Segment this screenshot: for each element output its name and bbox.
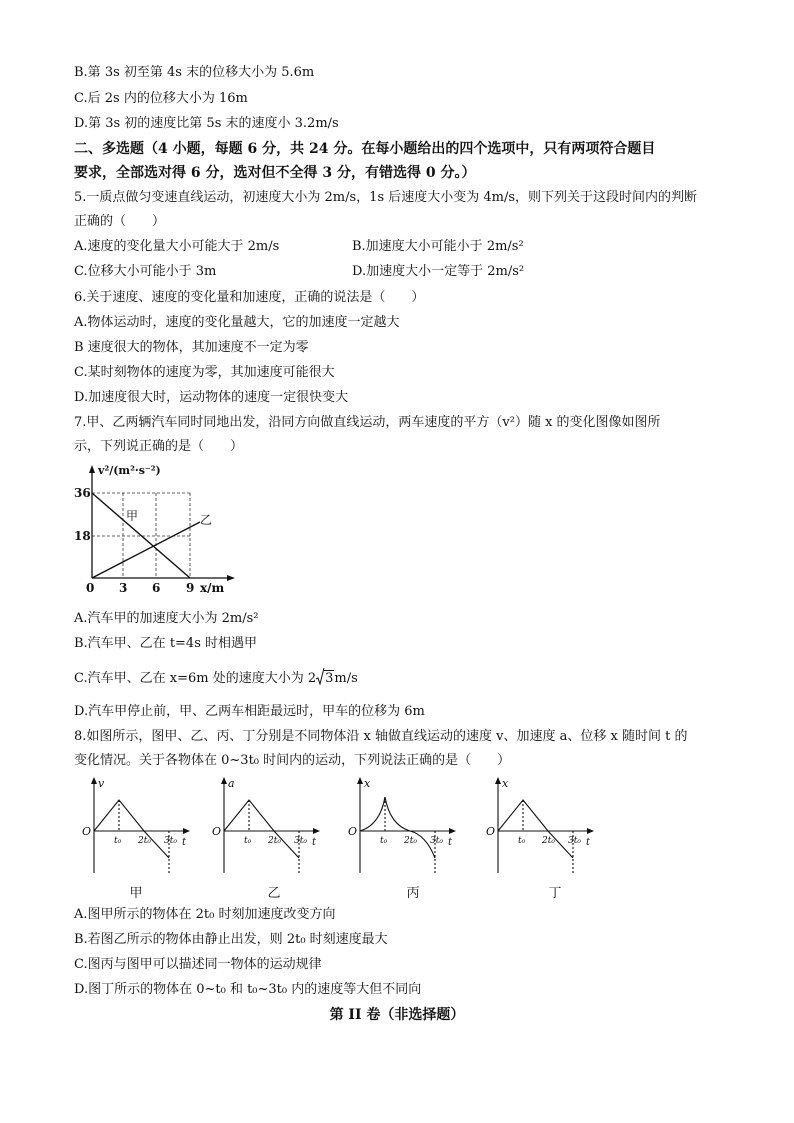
q7-option-b: B.汽车甲、乙在 t=4s 时相遇甲 <box>74 636 258 651</box>
q7-graph <box>70 462 250 602</box>
q7-ylabel: v²/(m²·s⁻²) <box>98 464 161 477</box>
q4-option-d: D.第 3s 初的速度比第 5s 末的速度小 3.2m/s <box>74 116 339 131</box>
q8-bing-curve <box>360 797 435 858</box>
q7-option-c-prefix: C.汽车甲、乙在 x=6m 处的速度大小为 2 <box>74 671 317 686</box>
q7-label-yi: 乙 <box>200 513 213 527</box>
q7-ytick-36: 36 <box>74 486 91 500</box>
q6-option-b: B 速度很大的物体，其加速度不一定为零 <box>74 340 309 355</box>
q8-ding-t0: t₀ <box>518 836 526 846</box>
q8-caption-bing: 丙 <box>406 886 420 901</box>
q6-option-a: A.物体运动时，速度的变化量越大，它的加速度一定越大 <box>74 315 400 330</box>
q8-bing-2t0: 2t₀ <box>404 836 417 846</box>
q8-graph-jia <box>78 775 193 875</box>
q8-ding-axis: x <box>502 777 509 790</box>
q7-label-jia: 甲 <box>126 509 139 523</box>
q8-bing-t0: t₀ <box>380 836 388 846</box>
q8-jia-axis: v <box>98 777 105 790</box>
part2-title: 第 II 卷（非选择题） <box>329 1007 465 1023</box>
q6-option-c: C.某时刻物体的速度为零，其加速度可能很大 <box>74 365 335 380</box>
q5-option-c: C.位移大小可能小于 3m <box>74 264 217 279</box>
q7-xtick-3: 3 <box>119 581 128 595</box>
q7-line-yi <box>92 522 200 578</box>
q7-stem-line2: 示，下列说正确的是（ ） <box>74 439 244 454</box>
q7-option-c-suffix: m/s <box>334 671 358 686</box>
q8-caption-yi: 乙 <box>267 886 281 901</box>
q7-xlabel: x/m <box>200 581 225 595</box>
q8-bing-t: t <box>448 837 453 848</box>
q8-jia-t: t <box>182 837 187 848</box>
section2-heading-line1: 二、多选题（4 小题，每题 6 分，共 24 分。在每小题给出的四个选项中，只有两项符合题目 <box>74 141 656 157</box>
q8-bing-axis: x <box>364 777 371 790</box>
sqrt-sign <box>317 670 334 688</box>
q7-ytick-0: 0 <box>86 581 95 595</box>
q8-bing-origin: O <box>348 825 358 838</box>
q8-jia-t0: t₀ <box>114 836 122 846</box>
q4-option-b: B.第 3s 初至第 4s 末的位移大小为 5.6m <box>74 65 315 80</box>
q8-yi-axis: a <box>228 777 235 790</box>
q8-ding-curve <box>498 800 573 858</box>
q8-yi-t0: t₀ <box>244 836 252 846</box>
q8-option-c: C.图丙与图甲可以描述同一物体的运动规律 <box>74 957 322 972</box>
q8-caption-jia: 甲 <box>129 886 143 901</box>
q8-ding-origin: O <box>486 825 496 838</box>
q8-jia-3t0: 3t₀ <box>164 836 177 846</box>
q8-caption-ding: 丁 <box>548 886 562 901</box>
q8-graph-ding <box>482 775 597 875</box>
q8-yi-curve <box>224 800 299 858</box>
q8-jia-curve <box>94 800 169 858</box>
q8-jia-origin: O <box>82 825 92 838</box>
q7-xtick-6: 6 <box>152 581 161 595</box>
section2-heading-line2: 要求，全部选对得 6 分，选对但不全得 3 分，有错选得 0 分。） <box>74 165 476 181</box>
q7-option-c-radicand: 3 <box>325 671 334 686</box>
q8-yi-3t0: 3t₀ <box>294 836 307 846</box>
q8-ding-t: t <box>586 837 591 848</box>
q8-ding-2t0: 2t₀ <box>542 836 555 846</box>
q8-option-d: D.图丁所示的物体在 0~t₀ 和 t₀~3t₀ 内的速度等大但不同向 <box>74 982 422 997</box>
q8-stem-line1: 8.如图所示，图甲、乙、丙、丁分别是不同物体沿 x 轴做直线运动的速度 v、加速度 a、位移 x 随时间 t 的 <box>74 729 688 744</box>
q8-option-b: B.若图乙所示的物体由静止出发，则 2t₀ 时刻速度最大 <box>74 932 388 947</box>
q5-option-b: B.加速度大小可能小于 2m/s² <box>352 239 524 254</box>
q8-yi-t: t <box>312 837 317 848</box>
q8-ding-3t0: 3t₀ <box>568 836 581 846</box>
q5-stem-line1: 5.一质点做匀变速直线运动，初速度大小为 2m/s，1s 后速度大小变为 4m/s，则下列关于这段时间内的判断 <box>74 190 698 205</box>
q6-stem: 6.关于速度、速度的变化量和加速度，正确的说法是（ ） <box>74 290 425 305</box>
q7-stem-line1: 7.甲、乙两辆汽车同时同地出发，沿同方向做直线运动，两车速度的平方（v²）随 x 的变化图像如图所 <box>74 415 661 430</box>
q8-option-a: A.图甲所示的物体在 2t₀ 时刻加速度改变方向 <box>74 907 336 922</box>
q7-xtick-9: 9 <box>186 581 195 595</box>
q7-option-a: A.汽车甲的加速度大小为 2m/s² <box>74 611 259 626</box>
q8-yi-2t0: 2t₀ <box>268 836 281 846</box>
q8-graph-yi <box>208 775 323 875</box>
q8-jia-2t0: 2t₀ <box>138 836 151 846</box>
q5-option-d: D.加速度大小一定等于 2m/s² <box>352 264 525 279</box>
q5-stem-line2: 正确的（ ） <box>74 214 166 229</box>
q8-graph-bing <box>344 775 459 875</box>
q5-option-a: A.速度的变化量大小可能大于 2m/s <box>74 239 280 254</box>
q6-option-d: D.加速度很大时，运动物体的速度一定很快变大 <box>74 390 349 405</box>
q4-option-c: C.后 2s 内的位移大小为 16m <box>74 91 248 106</box>
q7-ytick-18: 18 <box>74 529 91 543</box>
q8-bing-3t0: 3t₀ <box>430 836 443 846</box>
q8-yi-origin: O <box>212 825 222 838</box>
q7-option-c <box>74 670 358 688</box>
q8-stem-line2: 变化情况。关于各物体在 0~3t₀ 时间内的运动，下列说法正确的是（ ） <box>74 753 511 768</box>
q7-option-d: D.汽车甲停止前，甲、乙两车相距最远时，甲车的位移为 6m <box>74 704 425 719</box>
